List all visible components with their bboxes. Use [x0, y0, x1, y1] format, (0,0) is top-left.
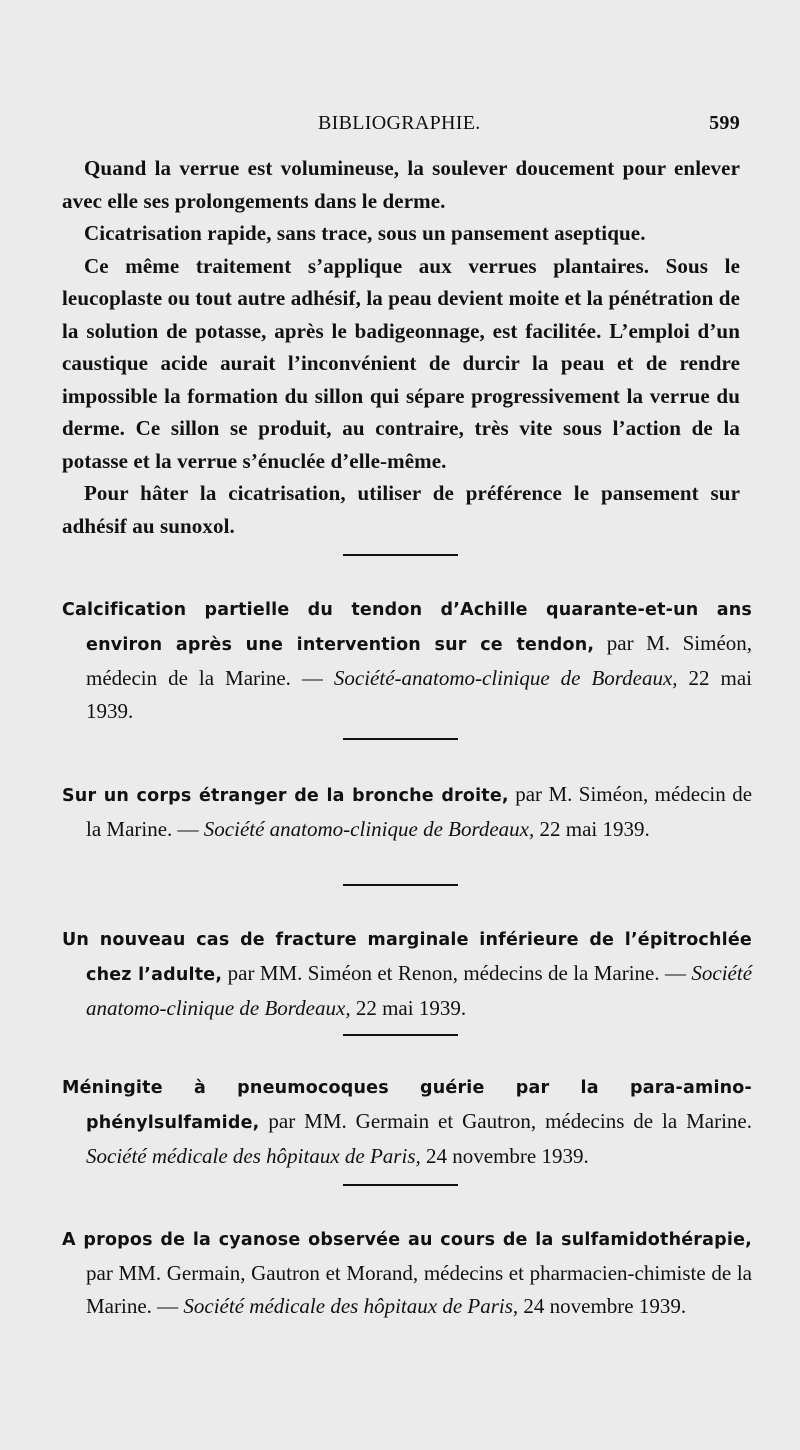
bibliography-entry: [62, 778, 752, 846]
entry-authors: par MM. Germain, Gautron et Morand, médecins et pharmacien-chimiste de la Marine. —: [86, 1261, 752, 1318]
entry-source: Société médicale des hôpitaux de Paris,: [183, 1294, 519, 1318]
bibliography-entry: [62, 922, 752, 1025]
bibliography-entry: [62, 1070, 752, 1173]
entry-source: Société anatomo-clinique de Bordeaux,: [86, 961, 753, 1020]
entry-date: 22 mai 1939.: [355, 996, 467, 1020]
entry-authors: par MM. Germain et Gautron, médecins de la Marine.: [268, 1109, 752, 1133]
entry-title: A propos de la cyanose observée au cours de la sulfamidothérapie,: [62, 1230, 752, 1250]
entry-source: Société médicale des hôpitaux de Paris,: [86, 1144, 421, 1168]
intro-paragraph: Cicatrisation rapide, sans trace, sous un pansement aseptique.: [84, 221, 646, 245]
intro-paragraph: Pour hâter la cicatrisation, utiliser de préférence le pansement sur adhésif au sunoxol.: [62, 481, 740, 538]
section-divider: [343, 1034, 458, 1036]
entry-date: 24 novembre 1939.: [523, 1294, 687, 1318]
header-title: BIBLIOGRAPHIE.: [318, 112, 481, 134]
section-divider: [343, 738, 458, 740]
entry-title: Sur un corps étranger de la bronche droite,: [62, 786, 509, 806]
entry-authors: par M. Siméon, médecin de la Marine. —: [86, 782, 753, 841]
entry-title: Méningite à pneumocoques guérie par la para-amino-phénylsulfamide,: [62, 1078, 752, 1133]
entry-date: 22 mai 1939.: [539, 817, 650, 841]
entry-title: Un nouveau cas de fracture marginale inférieure de l’épitrochlée chez l’adulte,: [62, 930, 752, 985]
entry-date: 24 novembre 1939.: [426, 1144, 589, 1168]
entry-title: Calcification partielle du tendon d’Achille quarante-et-un ans environ après une intervention sur ce tendon,: [62, 600, 752, 655]
entry-date: 22 mai 1939.: [86, 666, 753, 723]
entry-source: Société anatomo-clinique de Bordeaux,: [203, 817, 535, 841]
intro-paragraph: Quand la verrue est volumineuse, la soulever doucement pour enlever avec elle ses prolongements dans le derme.: [62, 156, 740, 213]
page-number: 599: [709, 112, 740, 134]
entry-source: Société-anatomo-clinique de Bordeaux,: [333, 666, 678, 690]
intro-paragraph: Ce même traitement s’applique aux verrues plantaires. Sous le leucoplaste ou tout autre adhésif, la peau devient moite et la pénétration de la solution de potasse, après le badigeonnage, est facilitée. L’emploi d’un caustique acide aurait l’inconvénient de durcir la peau et de rendre impossible la formation du sillon qui sépare progressivement la verrue du derme. Ce sillon se produit, au contraire, très vite sous l’action de la potasse et la verrue s’énuclée d’elle-même.: [62, 253, 740, 473]
entry-authors: par MM. Siméon et Renon, médecins de la Marine. —: [227, 961, 686, 985]
section-divider: [343, 554, 458, 556]
bibliography-entry: [62, 592, 752, 728]
section-divider: [343, 1184, 458, 1186]
bibliography-entry: [62, 1222, 752, 1323]
section-divider: [343, 884, 458, 886]
running-header: [80, 112, 740, 142]
intro-text: [62, 152, 740, 542]
entry-authors: par M. Siméon, médecin de la Marine. —: [86, 631, 753, 690]
